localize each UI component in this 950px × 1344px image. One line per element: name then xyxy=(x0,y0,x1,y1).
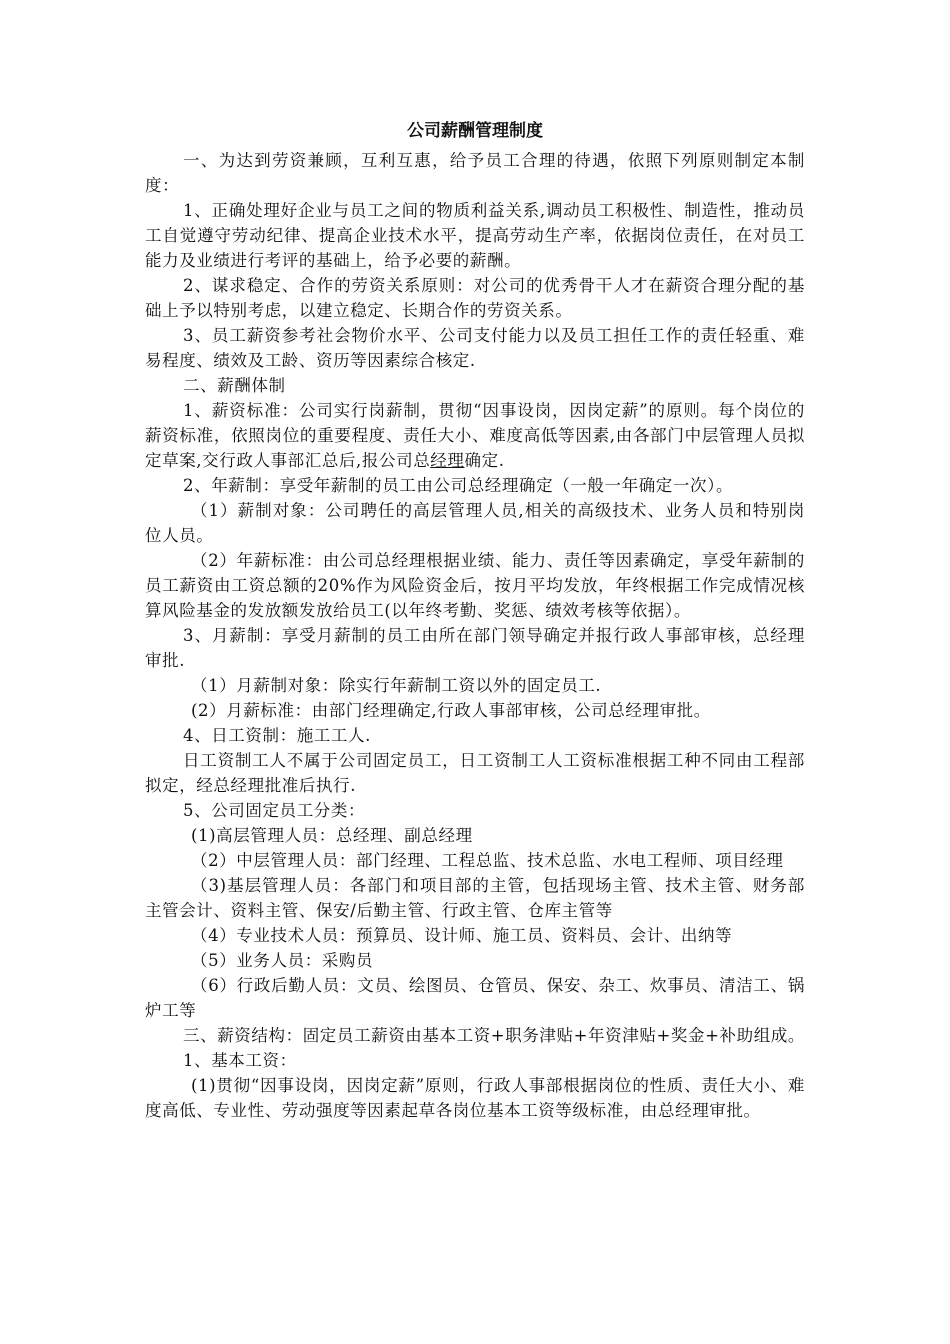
paragraph-monthly-salary: 3、月薪制：享受月薪制的员工由所在部门领导确定并报行政人事部审核，总经理审批. xyxy=(145,626,805,670)
paragraph-principle-1: 1、正确处理好企业与员工之间的物质利益关系,调动员工积极性、制造性，推动员工自觉遵守劳动纪律、提高企业技术水平，提高劳动生产率，依据岗位责任，在对员工能力及业绩进行考评的基础上，给予必要的薪酬。 xyxy=(145,201,805,270)
paragraph-annual-salary: 2、年薪制：享受年薪制的员工由公司总经理确定（一般一年确定一次）。 xyxy=(183,476,734,495)
salary-standard-text: 1、薪资标准：公司实行岗薪制，贯彻“因事设岗，因岗定薪”的原则。每个岗位的薪资标准，依照岗位的重要程度、责任大小、难度高低等因素,由各部门中层管理人员拟定草案,交行政人事部汇总后,报公司总 xyxy=(145,401,805,470)
paragraph-base-salary: 1、基本工资： xyxy=(183,1051,297,1070)
list-item-technical-staff: （4）专业技术人员：预算员、设计师、施工员、资料员、会计、出纳等 xyxy=(191,926,733,945)
section-heading-salary-structure: 三、薪资结构：固定员工薪资由基本工资+职务津贴+年资津贴+奖金+补助组成。 xyxy=(183,1026,806,1045)
paragraph-annual-target: （1）薪制对象：公司聘任的高层管理人员,相关的高级技术、业务人员和特别岗位人员。 xyxy=(145,501,805,545)
underlined-word: 经理 xyxy=(430,451,465,470)
paragraph-daily-wage: 4、日工资制：施工工人. xyxy=(183,726,371,745)
list-item-basic-management: （3)基层管理人员：各部门和项目部的主管，包括现场主管、技术主管、财务部主管会计、资料主管、保安/后勤主管、行政主管、仓库主管等 xyxy=(145,876,805,920)
paragraph-monthly-standard: (2）月薪标准：由部门经理确定,行政人事部审核，公司总经理审批。 xyxy=(191,701,711,720)
paragraph-salary-standard xyxy=(145,398,805,473)
paragraph-monthly-target: （1）月薪制对象：除实行年薪制工资以外的固定员工. xyxy=(191,676,602,695)
list-item-admin-staff: （6）行政后勤人员：文员、绘图员、仓管员、保安、杂工、炊事员、清洁工、锅炉工等 xyxy=(145,976,805,1020)
list-item-business-staff: （5）业务人员：采购员 xyxy=(191,951,374,970)
paragraph-principle-3: 3、员工薪资参考社会物价水平、公司支付能力以及员工担任工作的责任轻重、难易程度、绩效及工龄、资历等因素综合核定. xyxy=(145,326,805,370)
paragraph-intro: 一、为达到劳资兼顾，互利互惠，给予员工合理的待遇，依照下列原则制定本制度： xyxy=(145,151,805,195)
section-heading-salary-system: 二、薪酬体制 xyxy=(183,376,286,395)
paragraph-daily-wage-detail: 日工资制工人不属于公司固定员工，日工资制工人工资标准根据工种不同由工程部拟定，经总经理批准后执行. xyxy=(145,751,805,795)
document-title: 公司薪酬管理制度 xyxy=(407,121,543,141)
paragraph-annual-standard: （2）年薪标准：由公司总经理根据业绩、能力、责任等因素确定，享受年薪制的员工薪资由工资总额的20%作为风险资金后，按月平均发放，年终根据工作完成情况核算风险基金的发放额发放给员工(以年终考勤、奖惩、绩效考核等依据）。 xyxy=(145,551,805,620)
list-item-middle-management: （2）中层管理人员：部门经理、工程总监、技术总监、水电工程师、项目经理 xyxy=(191,851,784,870)
paragraph-principle-2: 2、谋求稳定、合作的劳资关系原则：对公司的优秀骨干人才在薪资合理分配的基础上予以特别考虑，以建立稳定、长期合作的劳资关系。 xyxy=(145,276,805,320)
document-page xyxy=(145,118,805,1123)
paragraph-base-salary-detail: (1)贯彻“因事设岗，因岗定薪”原则，行政人事部根据岗位的性质、责任大小、难度高低、专业性、劳动强度等因素起草各岗位基本工资等级标准，由总经理审批。 xyxy=(145,1076,805,1120)
list-item-senior-management: (1)高层管理人员：总经理、副总经理 xyxy=(191,826,473,845)
salary-standard-tail: 确定. xyxy=(464,451,505,470)
paragraph-staff-classification: 5、公司固定员工分类： xyxy=(183,801,366,820)
